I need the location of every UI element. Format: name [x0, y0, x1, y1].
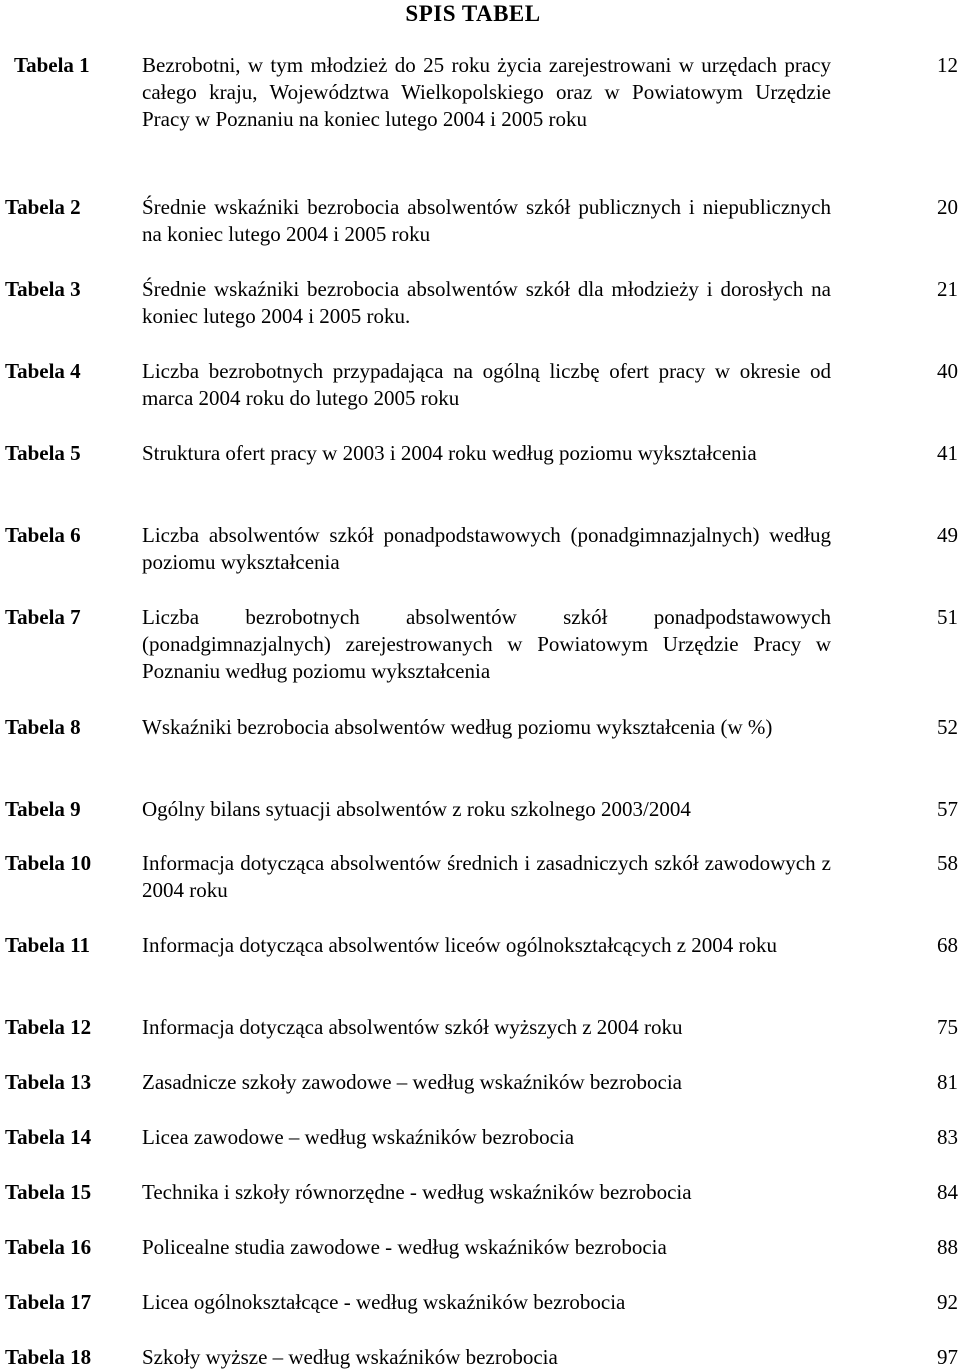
table-entry-page-number: 97	[937, 1345, 958, 1369]
table-entry-label: Tabela 13	[5, 1070, 92, 1094]
table-entry-page-number: 12	[937, 53, 958, 77]
table-entry-description: Bezrobotni, w tym młodzież do 25 roku życia zarejestrowani w urzędach pracy całego kraju, Województwa Wielkopolskiego oraz w Powiatowym Urzędzie Pracy w Poznaniu na koniec lutego 2004 i 2005 roku	[142, 53, 831, 131]
table-entry-page-number: 20	[937, 195, 958, 219]
table-entry-description: Licea zawodowe – według wskaźników bezrobocia	[142, 1125, 575, 1149]
table-entry-label: Tabela 15	[5, 1180, 92, 1204]
table-entry-page-number: 52	[937, 715, 958, 739]
table-entry-label: Tabela 2	[5, 195, 81, 219]
table-entry-description: Licea ogólnokształcące - według wskaźników bezrobocia	[142, 1290, 626, 1314]
table-entry-description: Informacja dotycząca absolwentów liceów ogólnokształcących z 2004 roku	[142, 933, 778, 957]
table-entry-page-number: 84	[937, 1180, 958, 1204]
table-entry-description: Średnie wskaźniki bezrobocia absolwentów szkół publicznych i niepublicznych na koniec lutego 2004 i 2005 roku	[142, 195, 831, 246]
table-entry-label: Tabela 7	[5, 605, 81, 629]
table-entry-page-number: 51	[937, 605, 958, 629]
table-entry-description: Ogólny bilans sytuacji absolwentów z roku szkolnego 2003/2004	[142, 797, 691, 821]
table-entry-label: Tabela 14	[5, 1125, 92, 1149]
table-entry-label: Tabela 4	[5, 359, 81, 383]
table-entry-label: Tabela 6	[5, 523, 81, 547]
table-entry-description: Średnie wskaźniki bezrobocia absolwentów szkół dla młodzieży i dorosłych na koniec lutego 2004 i 2005 roku.	[142, 277, 831, 328]
table-entry-label: Tabela 1	[14, 53, 90, 77]
table-entry-page-number: 49	[937, 523, 958, 547]
table-entry-description: Szkoły wyższe – według wskaźników bezrobocia	[142, 1345, 558, 1369]
table-entry-label: Tabela 17	[5, 1290, 92, 1314]
table-entry-description: Liczba absolwentów szkół ponadpodstawowych (ponadgimnazjalnych) według poziomu wykształcenia	[142, 523, 831, 574]
table-entry-label: Tabela 5	[5, 441, 81, 465]
table-entry-label: Tabela 11	[5, 933, 91, 957]
table-entry-page-number: 83	[937, 1125, 958, 1149]
table-entry-label: Tabela 10	[5, 851, 92, 875]
table-entry-description: Struktura ofert pracy w 2003 i 2004 roku według poziomu wykształcenia	[142, 441, 757, 465]
table-entry-description: Liczba bezrobotnych przypadająca na ogólną liczbę ofert pracy w okresie od marca 2004 roku do lutego 2005 roku	[142, 359, 831, 410]
table-entry-label: Tabela 12	[5, 1015, 92, 1039]
table-entry-page-number: 81	[937, 1070, 958, 1094]
table-entry-description: Policealne studia zawodowe - według wskaźników bezrobocia	[142, 1235, 667, 1259]
table-entry-page-number: 21	[937, 277, 958, 301]
table-entry-description: Wskaźniki bezrobocia absolwentów według poziomu wykształcenia (w %)	[142, 715, 773, 739]
table-entry-description: Informacja dotycząca absolwentów szkół wyższych z 2004 roku	[142, 1015, 683, 1039]
table-entry-page-number: 57	[937, 797, 958, 821]
table-entry-description: Liczba bezrobotnych absolwentów szkół ponadpodstawowych (ponadgimnazjalnych) zarejestrowanych w Powiatowym Urzędzie Pracy w Poznaniu według poziomu wykształcenia	[142, 605, 831, 683]
table-entry-label: Tabela 16	[5, 1235, 92, 1259]
table-entry-page-number: 41	[937, 441, 958, 465]
table-entry-label: Tabela 3	[5, 277, 81, 301]
table-entry-label: Tabela 8	[5, 715, 81, 739]
table-entry-description: Technika i szkoły równorzędne - według wskaźników bezrobocia	[142, 1180, 692, 1204]
table-entry-page-number: 92	[937, 1290, 958, 1314]
table-entry-label: Tabela 9	[5, 797, 81, 821]
table-entry-page-number: 68	[937, 933, 958, 957]
table-entry-page-number: 75	[937, 1015, 958, 1039]
table-entry-page-number: 40	[937, 359, 958, 383]
table-entry-description: Informacja dotycząca absolwentów średnich i zasadniczych szkół zawodowych z 2004 roku	[142, 851, 831, 902]
table-entry-description: Zasadnicze szkoły zawodowe – według wskaźników bezrobocia	[142, 1070, 682, 1094]
table-entry-page-number: 88	[937, 1235, 958, 1259]
page-title: SPIS TABEL	[405, 1, 541, 26]
table-entry-label: Tabela 18	[5, 1345, 92, 1369]
table-entry-page-number: 58	[937, 851, 958, 875]
